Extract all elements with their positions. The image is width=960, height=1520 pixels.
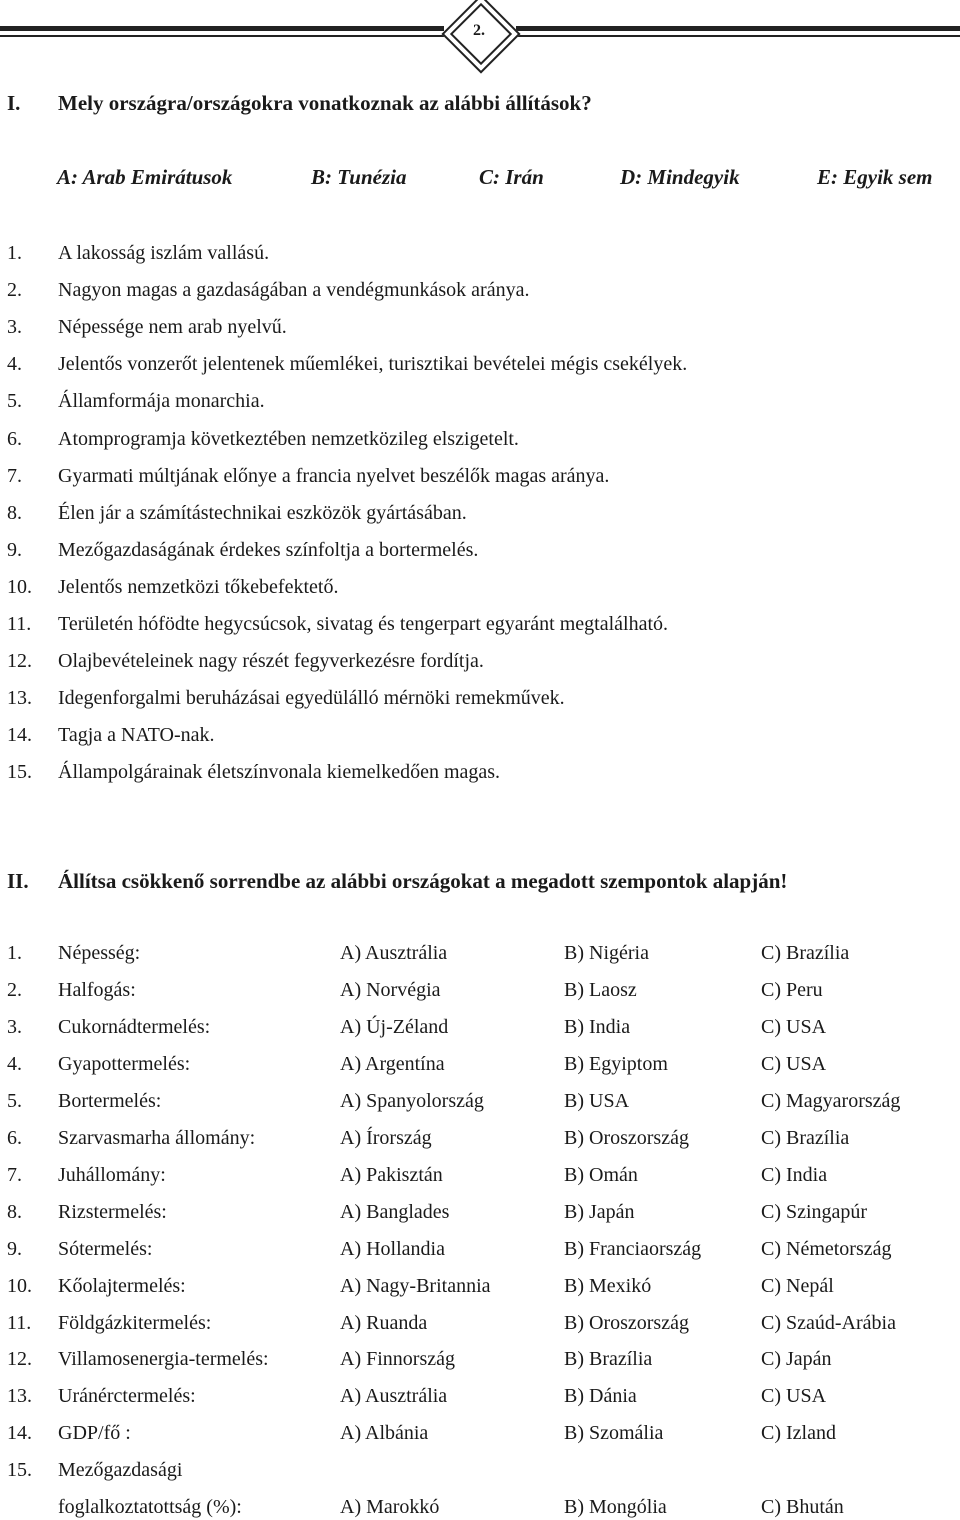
ranking-option-b: B) Egyiptom: [564, 1052, 668, 1075]
statement-number: 11.: [7, 613, 32, 635]
ranking-criterion: Kőolajtermelés:: [58, 1274, 186, 1297]
ranking-option-c: C) USA: [761, 1015, 827, 1038]
ranking-number: 1.: [7, 942, 22, 964]
statement-text: Idegenforgalmi beruházásai egyedülálló mérnöki remekművek.: [58, 687, 565, 710]
ranking-option-b: B) Omán: [564, 1163, 638, 1186]
statement-text: Jelentős nemzetközi tőkebefektető.: [58, 575, 339, 598]
ranking-option-b: B) Oroszország: [564, 1311, 689, 1334]
statement-text: Jelentős vonzerőt jelentenek műemlékei, turisztikai bevételei mégis csekélyek.: [58, 353, 688, 376]
statement-text: Területén hófödte hegycsúcsok, sivatag és tengerpart egyaránt megtalálható.: [58, 613, 669, 635]
option-e: E: Egyik sem: [817, 165, 933, 189]
ranking-option-a: A) Hollandia: [340, 1237, 445, 1260]
ranking-criterion: Rizstermelés:: [58, 1200, 167, 1223]
ranking-option-c: C) India: [761, 1163, 828, 1186]
statement-text: Atomprogramja következtében nemzetközileg elszigetelt.: [58, 427, 519, 450]
ranking-option-b: B) Oroszország: [564, 1126, 689, 1149]
ranking-option-a: A) Marokkó: [340, 1496, 440, 1519]
ranking-number: 9.: [7, 1237, 22, 1260]
ranking-criterion: GDP/fő :: [58, 1422, 131, 1445]
statement-number: 9.: [7, 538, 22, 561]
ranking-option-b: B) Franciaország: [564, 1237, 702, 1260]
ranking-criterion: Földgázkitermelés:: [58, 1311, 212, 1334]
ranking-option-b: B) Mongólia: [564, 1496, 667, 1519]
ranking-option-c: C) Németország: [761, 1237, 892, 1260]
ranking-number: 8.: [7, 1200, 22, 1223]
ranking-number: 15.: [7, 1459, 32, 1482]
ranking-number: 3.: [7, 1015, 22, 1038]
ranking-option-b: B) Nigéria: [564, 942, 649, 964]
ranking-option-a: A) Finnország: [340, 1348, 455, 1371]
statement-number: 1.: [7, 242, 22, 264]
ranking-number: 7.: [7, 1163, 22, 1186]
ranking-criterion: Halfogás:: [58, 978, 136, 1001]
ranking-number: 12.: [7, 1348, 32, 1371]
ranking-option-a: A) Írország: [340, 1126, 432, 1149]
ranking-number: 11.: [7, 1311, 32, 1334]
ranking-criterion: Gyapottermelés:: [58, 1052, 191, 1075]
header-rule-left: [0, 26, 444, 31]
statement-number: 10.: [7, 575, 32, 598]
ranking-option-b: B) Laosz: [564, 978, 637, 1001]
statement-text: Tagja a NATO-nak.: [58, 724, 215, 747]
ranking-option-c: C) Szingapúr: [761, 1200, 868, 1223]
statement-number: 3.: [7, 316, 22, 339]
statement-text: Államformája monarchia.: [58, 390, 265, 413]
statement-text: Élen jár a számítástechnikai eszközök gyártásában.: [58, 501, 467, 524]
section1-numeral: I.: [7, 91, 21, 115]
ranking-option-c: C) Peru: [761, 978, 823, 1001]
statement-number: 13.: [7, 687, 32, 710]
ranking-option-a: A) Ausztrália: [340, 1385, 448, 1408]
statement-number: 14.: [7, 724, 32, 747]
ranking-option-a: A) Pakisztán: [340, 1163, 443, 1186]
ranking-option-c: C) Magyarország: [761, 1089, 901, 1112]
page-number: 2.: [473, 22, 485, 39]
ranking-option-b: B) Brazília: [564, 1348, 653, 1371]
statement-text: Olajbevételeinek nagy részét fegyverkezésre fordítja.: [58, 650, 484, 673]
option-b: B: Tunézia: [311, 165, 407, 189]
ranking-option-a: A) Új-Zéland: [340, 1015, 449, 1038]
statement-number: 12.: [7, 650, 32, 673]
ranking-number: 4.: [7, 1052, 22, 1075]
ranking-option-c: C) USA: [761, 1052, 827, 1075]
statement-number: 5.: [7, 390, 22, 413]
section2-title: Állítsa csökkenő sorrendbe az alábbi országokat a megadott szempontok alapján!: [58, 869, 788, 893]
ranking-number: 13.: [7, 1385, 32, 1408]
ranking-number: 5.: [7, 1089, 22, 1112]
statement-number: 2.: [7, 279, 22, 302]
ranking-option-c: C) Japán: [761, 1348, 832, 1371]
ranking-criterion: Juhállomány:: [58, 1163, 166, 1186]
ranking-criterion: Cukornádtermelés:: [58, 1015, 211, 1038]
statement-text: Népessége nem arab nyelvű.: [58, 316, 287, 339]
ranking-criterion: Népesség:: [58, 942, 141, 964]
ranking-criterion: foglalkoztatottság (%):: [58, 1496, 242, 1519]
ranking-criterion: Mezőgazdasági: [58, 1459, 183, 1482]
ranking-number: 10.: [7, 1274, 32, 1297]
ranking-criterion: Sótermelés:: [58, 1237, 153, 1260]
ranking-criterion: Bortermelés:: [58, 1089, 162, 1112]
ranking-option-a: A) Nagy-Britannia: [340, 1274, 491, 1297]
section1-title: Mely országra/országokra vonatkoznak az alábbi állítások?: [58, 91, 592, 115]
ranking-number: 6.: [7, 1126, 22, 1149]
ranking-option-b: B) India: [564, 1015, 631, 1038]
ranking-option-b: B) Mexikó: [564, 1274, 652, 1297]
ranking-option-c: C) Izland: [761, 1422, 836, 1445]
ranking-number: 2.: [7, 978, 22, 1001]
statement-text: Gyarmati múltjának előnye a francia nyelvet beszélők magas aránya.: [58, 464, 610, 487]
ranking-option-b: B) Dánia: [564, 1385, 637, 1408]
ranking-criterion: Villamosenergia-termelés:: [58, 1348, 269, 1371]
ranking-option-a: A) Ausztrália: [340, 942, 448, 964]
header-rule-left-thin: [0, 35, 444, 37]
statement-number: 8.: [7, 501, 22, 524]
section2-numeral: II.: [7, 869, 29, 893]
ranking-option-a: A) Argentína: [340, 1052, 445, 1075]
ranking-criterion: Uránérctermelés:: [58, 1385, 196, 1408]
ranking-option-a: A) Norvégia: [340, 978, 441, 1001]
ranking-option-c: C) Nepál: [761, 1274, 834, 1297]
ranking-number: 14.: [7, 1422, 32, 1445]
statement-number: 4.: [7, 353, 22, 376]
ranking-option-a: A) Ruanda: [340, 1311, 428, 1334]
header-rule-right-thin: [516, 35, 960, 37]
ranking-option-a: A) Albánia: [340, 1422, 429, 1445]
ranking-option-c: C) Brazília: [761, 1126, 850, 1149]
ranking-option-b: B) USA: [564, 1089, 630, 1112]
statement-number: 7.: [7, 464, 22, 487]
statement-text: Mezőgazdaságának érdekes színfoltja a bortermelés.: [58, 538, 479, 561]
ranking-option-c: C) Brazília: [761, 942, 850, 964]
ranking-option-c: C) USA: [761, 1385, 827, 1408]
ranking-option-c: C) Szaúd-Arábia: [761, 1311, 896, 1334]
option-d: D: Mindegyik: [620, 165, 740, 189]
header-rule-right: [516, 26, 960, 31]
statement-text: Nagyon magas a gazdaságában a vendégmunkások aránya.: [58, 279, 530, 302]
ranking-option-c: C) Bhután: [761, 1496, 844, 1519]
ranking-criterion: Szarvasmarha állomány:: [58, 1126, 256, 1149]
ranking-option-b: B) Japán: [564, 1200, 635, 1223]
ranking-option-a: A) Banglades: [340, 1200, 450, 1223]
statement-text: A lakosság iszlám vallású.: [58, 242, 270, 264]
option-a: A: Arab Emirátusok: [57, 165, 233, 189]
option-c: C: Irán: [479, 165, 544, 189]
statement-text: Állampolgárainak életszínvonala kiemelkedően magas.: [58, 761, 501, 784]
ranking-option-a: A) Spanyolország: [340, 1089, 484, 1112]
ranking-option-b: B) Szomália: [564, 1422, 664, 1445]
statement-number: 15.: [7, 761, 32, 784]
statement-number: 6.: [7, 427, 22, 450]
